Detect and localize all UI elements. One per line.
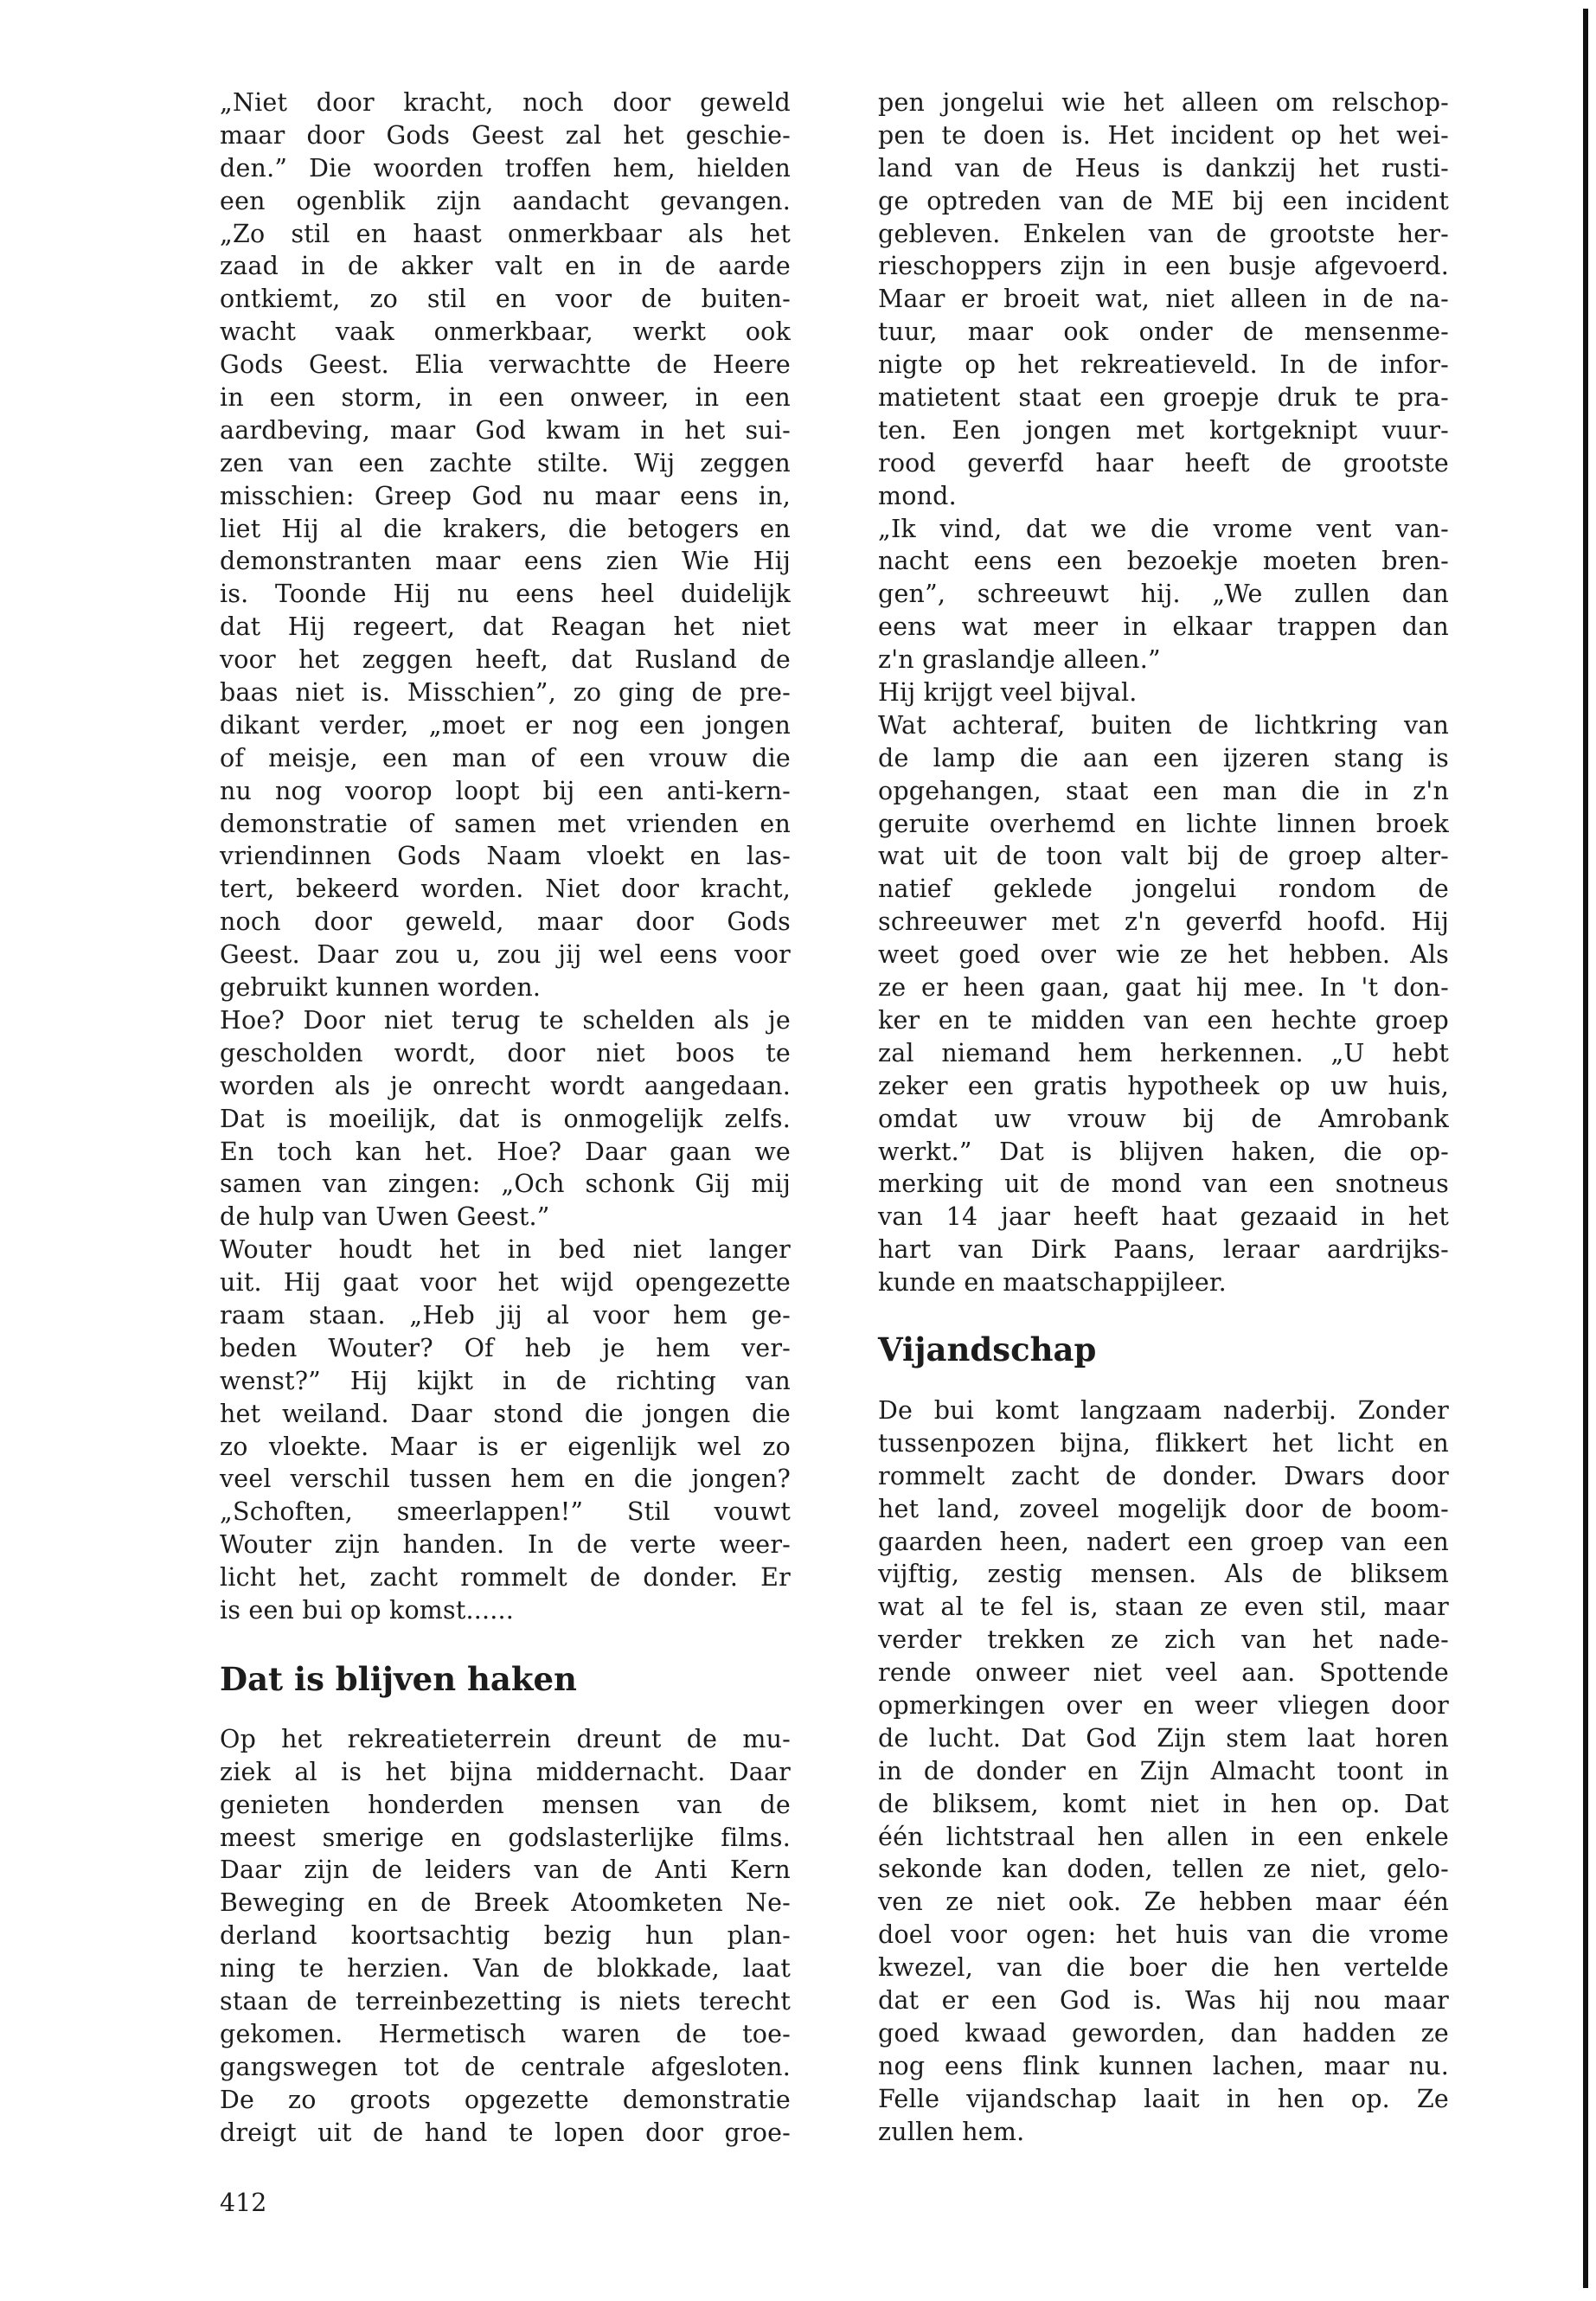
text-line: samen van zingen: „Och schonk Gij mij xyxy=(220,1170,791,1199)
right-column-text-block-2 xyxy=(878,1394,1449,2148)
text-line: een ogenblik zijn aandacht gevangen. xyxy=(220,186,791,215)
text-line: of meisje, een man of een vrouw die xyxy=(220,743,791,772)
text-line: Daar zijn de leiders van de Anti Kern xyxy=(220,1856,791,1885)
left-column xyxy=(220,87,791,2149)
text-line: de lucht. Dat God Zijn stem laat horen xyxy=(878,1723,1449,1753)
text-line: demonstranten maar eens zien Wie Hij xyxy=(220,547,791,576)
text-line: hart van Dirk Paans, leraar aardrijks- xyxy=(878,1235,1449,1265)
text-line: ten. Een jongen met kortgeknipt vuur- xyxy=(878,415,1449,445)
section-heading-vijandschap: Vijandschap xyxy=(878,1330,1097,1368)
text-line: z'n graslandje alleen.” xyxy=(878,645,1161,675)
text-line: voor het zeggen heeft, dat Rusland de xyxy=(220,645,791,675)
text-line: één lichtstraal hen allen in een enkele xyxy=(878,1822,1449,1851)
text-line: Wat achteraf, buiten de lichtkring van xyxy=(878,710,1449,740)
text-line: ge optreden van de ME bij een incident xyxy=(878,186,1449,215)
text-line: wat al te fel is, staan ze even stil, maar xyxy=(878,1593,1449,1622)
page-number: 412 xyxy=(220,2189,267,2217)
text-line: vijftig, zestig mensen. Als de bliksem xyxy=(878,1560,1449,1589)
text-line: Felle vijandschap laait in hen op. Ze xyxy=(878,2084,1449,2113)
text-line: sekonde kan doden, tellen ze niet, gelo- xyxy=(878,1855,1449,1884)
text-line: meest smerige en godslasterlijke films. xyxy=(220,1823,791,1852)
text-line: wenst?” Hij kijkt in de richting van xyxy=(220,1366,791,1395)
text-line: rende onweer niet veel aan. Spottende xyxy=(878,1658,1449,1688)
text-line: goed kwaad geworden, dan hadden ze xyxy=(878,2018,1449,2048)
text-line: Geest. Daar zou u, zou jij wel eens voor xyxy=(220,940,791,970)
text-line: zaad in de akker valt en in de aarde xyxy=(220,252,791,281)
text-line: rommelt zacht de donder. Dwars door xyxy=(878,1461,1449,1490)
text-line: nigte op het rekreatieveld. In de infor- xyxy=(878,350,1449,380)
right-column xyxy=(878,87,1449,2148)
text-line: werkt.” Dat is blijven haken, die op- xyxy=(878,1137,1449,1166)
text-line: ning te herzien. Van de blokkade, laat xyxy=(220,1954,791,1984)
text-line: liet Hij al die krakers, die betogers en xyxy=(220,514,791,543)
text-line: misschien: Greep God nu maar eens in, xyxy=(220,481,791,510)
text-line: het land, zoveel mogelijk door de boom- xyxy=(878,1494,1449,1523)
text-line: in de donder en Zijn Almacht toont in xyxy=(878,1756,1449,1785)
text-line: ontkiemt, zo stil en voor de buiten- xyxy=(220,285,791,314)
text-line: mond. xyxy=(878,481,957,510)
text-line: Maar er broeit wat, niet alleen in de na- xyxy=(878,285,1449,314)
text-line: zullen hem. xyxy=(878,2117,1025,2146)
text-line: ze er heen gaan, gaat hij mee. In 't don- xyxy=(878,973,1449,1003)
text-line: zo vloekte. Maar is er eigenlijk wel zo xyxy=(220,1432,791,1461)
text-line: Op het rekreatieterrein dreunt de mu- xyxy=(220,1724,791,1753)
text-line: het weiland. Daar stond die jongen die xyxy=(220,1399,791,1428)
text-line: zen van een zachte stilte. Wij zeggen xyxy=(220,448,791,478)
text-line: derland koortsachtig bezig hun plan- xyxy=(220,1921,791,1951)
text-line: Beweging en de Breek Atoomketen Ne- xyxy=(220,1888,791,1918)
page-edge-line xyxy=(1583,9,1588,2288)
text-line: gangswegen tot de centrale afgesloten. xyxy=(220,2052,791,2081)
text-line: ven ze niet ook. Ze hebben maar één xyxy=(878,1888,1449,1917)
text-line: gekomen. Hermetisch waren de toe- xyxy=(220,2019,791,2048)
text-line: „Schoften, smeerlappen!” Stil vouwt xyxy=(220,1497,791,1527)
text-line: van 14 jaar heeft haat gezaaid in het xyxy=(878,1202,1449,1232)
text-line: zeker een gratis hypotheek op uw huis, xyxy=(878,1071,1449,1100)
text-line: gaarden heen, nadert een groep van een xyxy=(878,1527,1449,1556)
text-line: schreeuwer met z'n geverfd hoofd. Hij xyxy=(878,907,1449,937)
text-line: gebleven. Enkelen van de grootste her- xyxy=(878,219,1449,248)
text-line: baas niet is. Misschien”, zo ging de pre- xyxy=(220,678,791,708)
text-line: gen”, schreeuwt hij. „We zullen dan xyxy=(878,580,1449,609)
text-line: „Zo stil en haast onmerkbaar als het xyxy=(220,219,791,248)
text-line: de hulp van Uwen Geest.” xyxy=(220,1202,550,1232)
text-line: Wouter zijn handen. In de verte weer- xyxy=(220,1530,791,1560)
text-line: geruite overhemd en lichte linnen broek xyxy=(878,809,1449,838)
text-line: dreigt uit de hand te lopen door groe- xyxy=(220,2118,791,2147)
text-line: zal niemand hem herkennen. „U hebt xyxy=(878,1038,1449,1067)
text-line: den.” Die woorden troffen hem, hielden xyxy=(220,153,791,183)
text-line: ziek al is het bijna middernacht. Daar xyxy=(220,1757,791,1786)
text-line: opgehangen, staat een man die in z'n xyxy=(878,776,1449,805)
text-line: pen jongelui wie het alleen om relschop- xyxy=(878,88,1449,117)
text-line: pen te doen is. Het incident op het wei- xyxy=(878,120,1449,150)
text-line: aardbeving, maar God kwam in het sui- xyxy=(220,415,791,445)
text-line: tert, bekeerd worden. Niet door kracht, xyxy=(220,875,791,904)
text-line: kunde en maatschappijleer. xyxy=(878,1268,1227,1298)
text-line: wacht vaak onmerkbaar, werkt ook xyxy=(220,317,791,347)
text-line: licht het, zacht rommelt de donder. Er xyxy=(220,1563,791,1593)
text-line: rood geverfd haar heeft de grootste xyxy=(878,448,1449,478)
text-line: nog eens flink kunnen lachen, maar nu. xyxy=(878,2051,1449,2080)
right-column-text-block-1 xyxy=(878,87,1449,1299)
text-line: maar door Gods Geest zal het geschie- xyxy=(220,120,791,150)
text-line: nacht eens een bezoekje moeten bren- xyxy=(878,547,1449,576)
text-line: nu nog voorop loopt bij een anti-kern- xyxy=(220,776,791,805)
text-line: „Ik vind, dat we die vrome vent van- xyxy=(878,514,1449,543)
text-line: de bliksem, komt niet in hen op. Dat xyxy=(878,1789,1449,1818)
text-line: „Niet door kracht, noch door geweld xyxy=(220,88,791,117)
text-line: verder trekken ze zich van het nade- xyxy=(878,1625,1449,1655)
text-line: demonstratie of samen met vrienden en xyxy=(220,809,791,838)
text-line: omdat uw vrouw bij de Amrobank xyxy=(878,1104,1449,1133)
text-line: Gods Geest. Elia verwachtte de Heere xyxy=(220,350,791,380)
text-line: Wouter houdt het in bed niet langer xyxy=(220,1235,791,1265)
text-line: in een storm, in een onweer, in een xyxy=(220,383,791,413)
text-line: gebruikt kunnen worden. xyxy=(220,973,542,1003)
text-line: wat uit de toon valt bij de groep alter- xyxy=(878,842,1449,871)
text-line: natief geklede jongelui rondom de xyxy=(878,875,1449,904)
text-line: Hoe? Door niet terug te schelden als je xyxy=(220,1005,791,1035)
text-line: Hij krijgt veel bijval. xyxy=(878,678,1138,708)
text-line: dikant verder, „moet er nog een jongen xyxy=(220,710,791,740)
text-line: weet goed over wie ze het hebben. Als xyxy=(878,940,1449,970)
text-line: beden Wouter? Of heb je hem ver- xyxy=(220,1333,791,1362)
text-line: tussenpozen bijna, flikkert het licht en xyxy=(878,1428,1449,1458)
text-line: De zo groots opgezette demonstratie xyxy=(220,2085,791,2114)
text-line: eens wat meer in elkaar trappen dan xyxy=(878,612,1449,642)
text-line: is. Toonde Hij nu eens heel duidelijk xyxy=(220,580,791,609)
text-line: dat er een God is. Was hij nou maar xyxy=(878,1985,1449,2015)
text-line: is een bui op komst...... xyxy=(220,1595,515,1625)
text-line: worden als je onrecht wordt aangedaan. xyxy=(220,1071,791,1100)
text-line: dat Hij regeert, dat Reagan het niet xyxy=(220,612,791,642)
text-line: rieschoppers zijn in een busje afgevoerd. xyxy=(878,252,1449,281)
text-line: noch door geweld, maar door Gods xyxy=(220,907,791,937)
text-line: gescholden wordt, door niet boos te xyxy=(220,1038,791,1067)
text-line: raam staan. „Heb jij al voor hem ge- xyxy=(220,1300,791,1330)
text-line: kwezel, van die boer die hen vertelde xyxy=(878,1953,1449,1983)
text-line: doel voor ogen: het huis van die vrome xyxy=(878,1920,1449,1950)
text-line: de lamp die aan een ijzeren stang is xyxy=(878,743,1449,772)
text-line: staan de terreinbezetting is niets terecht xyxy=(220,1986,791,2016)
left-column-text-block-1 xyxy=(220,87,791,1627)
text-line: Dat is moeilijk, dat is onmogelijk zelfs. xyxy=(220,1104,791,1133)
text-line: vriendinnen Gods Naam vloekt en las- xyxy=(220,842,791,871)
section-heading-dat-is-blijven-haken: Dat is blijven haken xyxy=(220,1659,577,1698)
text-line: matietent staat een groepje druk te pra- xyxy=(878,383,1449,413)
text-line: opmerkingen over en weer vliegen door xyxy=(878,1690,1449,1720)
text-line: veel verschil tussen hem en die jongen? xyxy=(220,1465,791,1494)
left-column-text-block-2 xyxy=(220,1723,791,2150)
text-line: En toch kan het. Hoe? Daar gaan we xyxy=(220,1137,791,1166)
text-line: uit. Hij gaat voor het wijd opengezette xyxy=(220,1268,791,1298)
text-line: merking uit de mond van een snotneus xyxy=(878,1170,1449,1199)
text-line: genieten honderden mensen van de xyxy=(220,1790,791,1819)
text-line: tuur, maar ook onder de mensenme- xyxy=(878,317,1449,347)
text-line: ker en te midden van een hechte groep xyxy=(878,1005,1449,1035)
text-line: De bui komt langzaam naderbij. Zonder xyxy=(878,1395,1449,1425)
text-line: land van de Heus is dankzij het rusti- xyxy=(878,153,1449,183)
